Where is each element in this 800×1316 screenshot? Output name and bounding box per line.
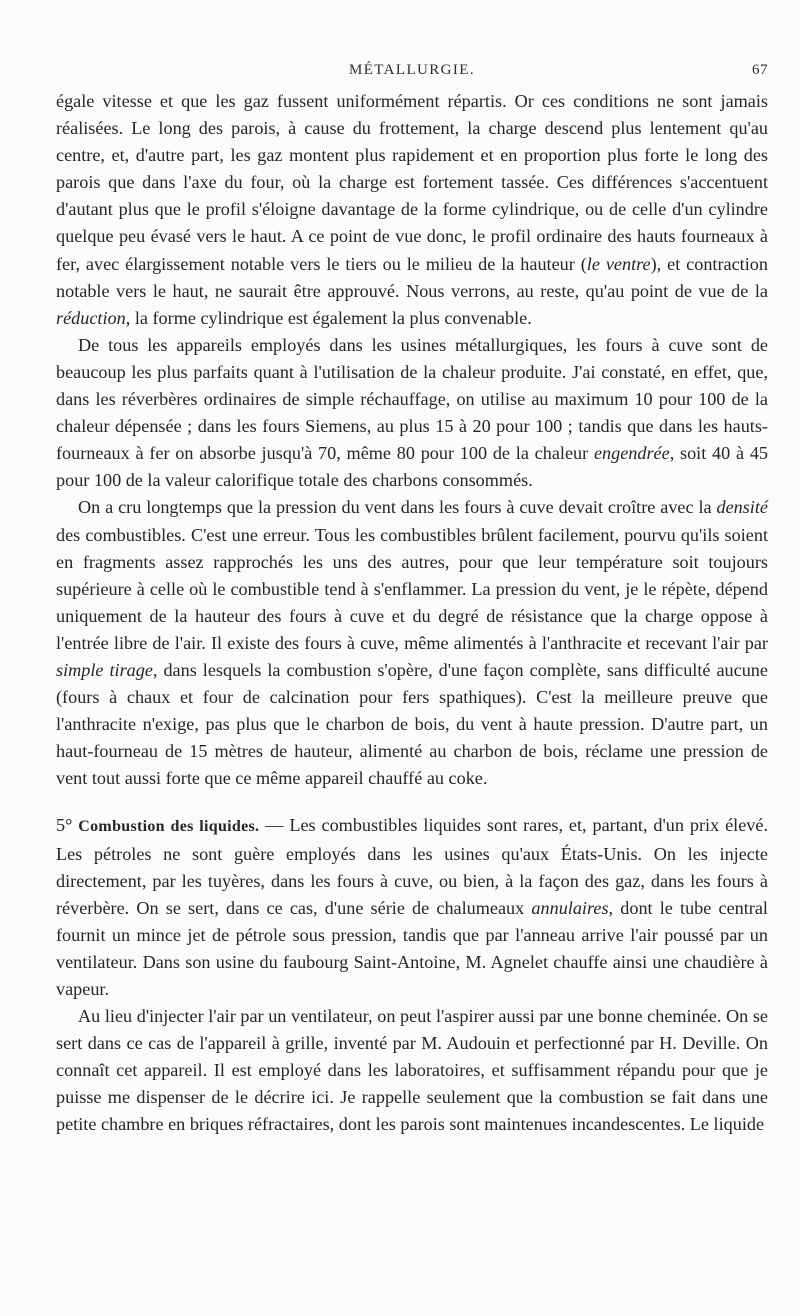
italic-term: le ventre [586, 253, 651, 274]
section-number: 5° [56, 815, 73, 836]
italic-term: simple tirage [56, 659, 153, 680]
italic-term: densité [716, 497, 768, 518]
paragraph: égale vitesse et que les gaz fussent uniformément répartis. Or ces conditions ne sont jamais réalisées. Le long des parois, à cause du frottement, la charge descend plus lentement qu'au centre, et, d'autre part, les gaz montent plus rapidement et en proportion plus forte le long des parois que dans l'axe du four, où la charge est fortement tassée. Ces différences s'accentuent d'autant plus que le profil s'éloigne davantage de la forme cylindrique, ou de celle d'un cylindre quelque peu évasé vers le haut. A ce point de vue donc, le profil ordinaire des hauts fourneaux à fer, avec élargissement notable vers le tiers ou le milieu de la hauteur (le ventre), et contraction notable vers le haut, ne saurait être approuvé. Nous verrons, au reste, qu'au point de vue de la réduction, la forme cylindrique est également la plus convenable. [56, 91, 768, 328]
italic-term: annulaires [531, 897, 609, 918]
paragraph: Au lieu d'injecter l'air par un ventilateur, on peut l'aspirer aussi par une bonne cheminée. On se sert dans ce cas de l'appareil à grille, inventé par M. Audouin et perfectionné par H. Deville. On connaît cet appareil. Il est employé dans les laboratoires, et suffisamment répandu pour que je puisse me dispenser de le décrire ici. Je rappelle seulement que la combustion se fait dans une petite chambre en briques réfractaires, dont les parois sont maintenues incandescentes. Le liquide [56, 1006, 768, 1135]
section-paragraph: 5° Combustion des liquides. — Les combustibles liquides sont rares, et, partant, d'un prix élevé. Les pétroles ne sont guère employés dans les usines qu'aux États-Unis. On les injecte directement, par les tuyères, dans les fours à cuve, ou bien, à la façon des gaz, dans les fours à réverbère. On se sert, dans ce cas, d'une série de chalumeaux annulaires, dont le tube central fournit un mince jet de pétrole sous pression, tandis que par l'anneau arrive l'air poussé par un ventilateur. Dans son usine du faubourg Saint-Antoine, M. Agnelet chauffe ainsi une chaudière à vapeur. [56, 815, 768, 999]
body-text [56, 88, 768, 1139]
paragraph: De tous les appareils employés dans les usines métallurgiques, les fours à cuve sont de beaucoup les plus parfaits quant à l'utilisation de la chaleur produite. J'ai constaté, en effet, que, dans les réverbères ordinaires de simple réchauffage, on utilise au maximum 10 pour 100 de la chaleur dépensée ; dans les fours Siemens, au plus 15 à 20 pour 100 ; tandis que dans les hauts-fourneaux à fer on absorbe jusqu'à 70, même 80 pour 100 de la chaleur engendrée, soit 40 à 45 pour 100 de la valeur calorifique totale des charbons consommés. [56, 334, 769, 491]
paragraph: On a cru longtemps que la pression du vent dans les fours à cuve devait croître avec la densité des combustibles. C'est une erreur. Tous les combustibles brûlent facilement, pourvu qu'ils soient en fragments assez rapprochés les uns des autres, pour que leur température soit toujours supérieure à celle où le combustible tend à s'enflammer. La pression du vent, je le répète, dépend uniquement de la hauteur des fours à cuve et du degré de résistance que la charge oppose à l'entrée libre de l'air. Il existe des fours à cuve, même alimentés à l'anthracite et recevant l'air par simple tirage, dans lesquels la combustion s'opère, d'une façon complète, sans difficulté aucune (fours à chaux et four de calcination pour fers spathiques). C'est la meilleure preuve que l'anthracite n'exige, pas plus que le charbon de bois, du vent à haute pression. D'autre part, un haut-fourneau de 15 mètres de hauteur, alimenté au charbon de bois, réclame une pression de vent tout aussi forte que ce même appareil chauffé au coke. [56, 497, 768, 789]
section-gap [56, 792, 768, 812]
section-heading: Combustion des liquides. [78, 818, 260, 836]
running-head [56, 62, 768, 82]
italic-term: engendrée [593, 443, 670, 464]
page-number: 67 [752, 62, 768, 78]
italic-term: réduction [56, 307, 126, 328]
running-title: MÉTALLURGIE. [349, 62, 475, 78]
